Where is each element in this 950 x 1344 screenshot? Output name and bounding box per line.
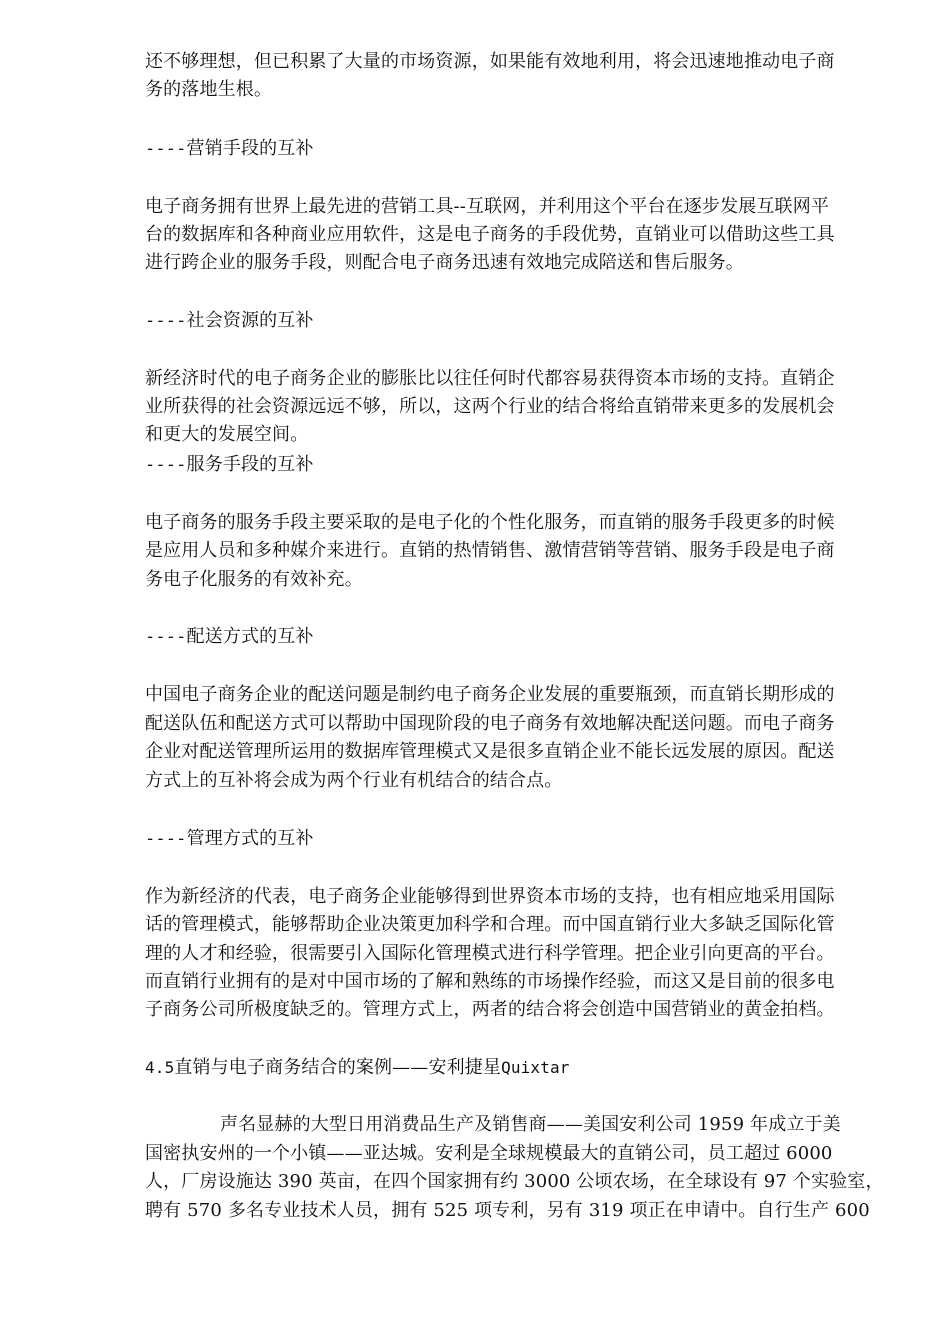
paragraph-social-line-2: 业所获得的社会资源远远不够，所以，这两个行业的结合将给直销带来更多的发展机会 [145,396,835,417]
paragraph-service-line-3: 务电子化服务的有效补充。 [145,569,363,590]
paragraph-management-line-1: 作为新经济的代表，电子商务企业能够得到世界资本市场的支持，也有相应地采用国际 [145,886,835,907]
heading-marketing [145,136,885,162]
paragraph-management-line-2: 话的管理模式，能够帮助企业决策更加科学和合理。而中国直销行业大多缺乏国际化管 [145,914,835,935]
paragraph-case-line-3: 人，厂房设施达 390 英亩，在四个国家拥有约 3000 公顷农场，在全球设有 97 个实验室， [145,1171,884,1192]
paragraph-service-line-2: 是应用人员和多种媒介来进行。直销的热情销售、激情营销等营销、服务手段是电子商 [145,540,835,561]
paragraph-delivery-line-4: 方式上的互补将会成为两个行业有机结合的结合点。 [145,770,563,791]
heading-text: 配送方式的互补 [186,626,314,647]
paragraph-marketing-line-1: 电子商务拥有世界上最先进的营销工具--互联网，并利用这个平台在逐步发展互联网平 [145,196,830,217]
heading-social [145,308,885,334]
heading-dash: ---- [145,139,187,159]
paragraph-delivery-line-2: 配送队伍和配送方式可以帮助中国现阶段的电子商务有效地解决配送问题。而电子商务 [145,713,835,734]
section-number: 4.5 [145,1058,175,1077]
paragraph-intro-line-1: 还不够理想，但已积累了大量的市场资源，如果能有效地利用，将会迅速地推动电子商 [145,51,835,72]
paragraph-case-line-4: 聘有 570 多名专业技术人员，拥有 525 项专利，另有 319 项正在申请中。自行生产 600 [145,1200,870,1221]
paragraph-delivery-line-3: 企业对配送管理所运用的数据库管理模式又是很多直销企业不能长远发展的原因。配送 [145,741,835,762]
heading-management [145,826,885,852]
paragraph-case-line-2: 国密执安州的一个小镇——亚达城。安利是全球规模最大的直销公司，员工超过 6000 [145,1143,833,1164]
heading-text: 营销手段的互补 [186,138,314,159]
paragraph-delivery-line-1: 中国电子商务企业的配送问题是制约电子商务企业发展的重要瓶颈，而直销长期形成的 [145,684,835,705]
paragraph-social-line-3: 和更大的发展空间。 [145,424,309,445]
paragraph-social-line-1: 新经济时代的电子商务企业的膨胀比以往任何时代都容易获得资本市场的支持。直销企 [145,368,835,389]
heading-text: 管理方式的互补 [186,828,314,849]
section-title-latin: Quixtar [501,1058,570,1077]
heading-service [145,452,885,478]
paragraph-management-line-5: 子商务公司所极度缺乏的。管理方式上，两者的结合将会创造中国营销业的黄金拍档。 [145,999,835,1020]
paragraph-marketing-line-3: 进行跨企业的服务手段，则配合电子商务迅速有效地完成陪送和售后服务。 [145,252,744,273]
paragraph-case-line-1: 声名显赫的大型日用消费品生产及销售商——美国安利公司 1959 年成立于美 [220,1114,841,1135]
heading-text: 服务手段的互补 [186,454,314,475]
paragraph-intro-line-2: 务的落地生根。 [145,79,273,100]
paragraph-marketing-line-2: 台的数据库和各种商业应用软件，这是电子商务的手段优势，直销业可以借助这些工具 [145,224,835,245]
heading-dash: ---- [145,455,187,475]
heading-dash: ---- [145,627,187,647]
paragraph-service-line-1: 电子商务的服务手段主要采取的是电子化的个性化服务，而直销的服务手段更多的时候 [145,512,835,533]
heading-dash: ---- [145,829,187,849]
heading-text: 社会资源的互补 [186,310,314,331]
heading-delivery [145,624,885,650]
section-title [145,1055,885,1081]
paragraph-management-line-3: 理的人才和经验，很需要引入国际化管理模式进行科学管理。把企业引向更高的平台。 [145,943,835,964]
section-title-text: 直销与电子商务结合的案例——安利捷星 [174,1057,502,1078]
heading-dash: ---- [145,311,187,331]
paragraph-management-line-4: 而直销行业拥有的是对中国市场的了解和熟练的市场操作经验，而这又是目前的很多电 [145,971,835,992]
